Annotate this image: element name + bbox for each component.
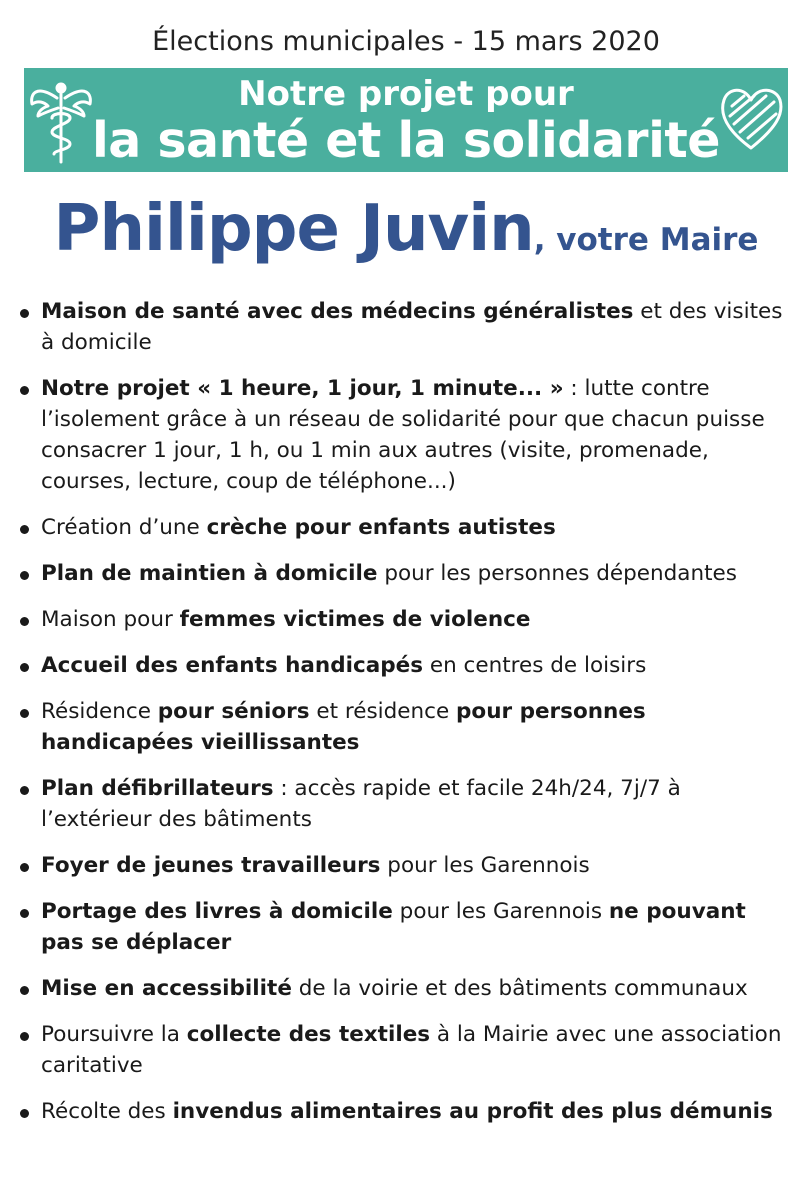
list-item	[20, 850, 790, 881]
list-item	[20, 296, 790, 358]
banner-title-line1: Notre projet pour	[238, 74, 574, 114]
item-text-bold: Mise en accessibilité	[41, 976, 292, 1001]
list-item	[20, 973, 790, 1004]
item-text: à la Mairie avec une association caritative	[41, 1022, 782, 1078]
item-text: de la voirie et des bâtiments communaux	[291, 976, 748, 1001]
item-text-bold: Maison de santé avec des médecins généralistes	[41, 299, 634, 324]
item-text: Création d’une	[41, 515, 207, 540]
item-text: Résidence	[41, 699, 158, 724]
item-text: en centres de loisirs	[423, 653, 647, 678]
item-text: : accès rapide et facile 24h/24, 7j/7 à l’extérieur des bâtiments	[41, 776, 681, 832]
item-text: et résidence	[309, 699, 457, 724]
item-text: Maison pour	[41, 607, 180, 632]
banner-title-line2: la santé et la solidarité	[91, 112, 721, 169]
candidate-heading	[0, 192, 812, 266]
election-date: Élections municipales - 15 mars 2020	[152, 26, 660, 57]
item-text-bold: invendus alimentaires au profit des plus démunis	[172, 1099, 773, 1124]
item-text-bold: Plan défibrillateurs	[41, 776, 274, 801]
item-text: pour les Garennois	[380, 853, 590, 878]
list-item	[20, 896, 790, 958]
item-text-bold: pour personnes handicapées vieillissantes	[41, 699, 646, 755]
item-text: pour les personnes dépendantes	[377, 561, 737, 586]
item-text-bold: femmes victimes de violence	[179, 607, 531, 632]
list-item	[20, 650, 790, 681]
list-item	[20, 1019, 790, 1081]
list-item	[20, 1096, 790, 1127]
proposal-list	[20, 296, 790, 1142]
item-text-bold: pour séniors	[157, 699, 310, 724]
item-text: et des visites à domicile	[41, 299, 783, 355]
item-text-bold: Notre projet « 1 heure, 1 jour, 1 minute... »	[41, 376, 564, 401]
candidate-role: , votre Maire	[533, 222, 759, 258]
list-item	[20, 373, 790, 497]
item-text-bold: Accueil des enfants handicapés	[41, 653, 424, 678]
item-text-bold: Foyer de jeunes travailleurs	[41, 853, 381, 878]
list-item	[20, 512, 790, 543]
item-text: pour les Garennois	[392, 899, 609, 924]
candidate-name: Philippe Juvin	[53, 192, 534, 266]
item-text: : lutte contre l’isolement grâce à un réseau de solidarité pour que chacun puisse consacrer 1 jour, 1 h, ou 1 min aux autres (visite, promenade, courses, lecture, coup de téléphone...)	[41, 376, 765, 494]
item-text-bold: ne pouvant pas se déplacer	[41, 899, 746, 955]
item-text-bold: collecte des textiles	[186, 1022, 431, 1047]
list-item	[20, 696, 790, 758]
list-item	[20, 604, 790, 635]
list-item	[20, 773, 790, 835]
item-text-bold: crèche pour enfants autistes	[206, 515, 556, 540]
item-text: Récolte des	[41, 1099, 173, 1124]
project-banner	[24, 68, 788, 172]
item-text-bold: Plan de maintien à domicile	[41, 561, 378, 586]
heart-icon	[718, 84, 784, 154]
item-text: Poursuivre la	[41, 1022, 187, 1047]
item-text-bold: Portage des livres à domicile	[41, 899, 393, 924]
list-item	[20, 558, 790, 589]
